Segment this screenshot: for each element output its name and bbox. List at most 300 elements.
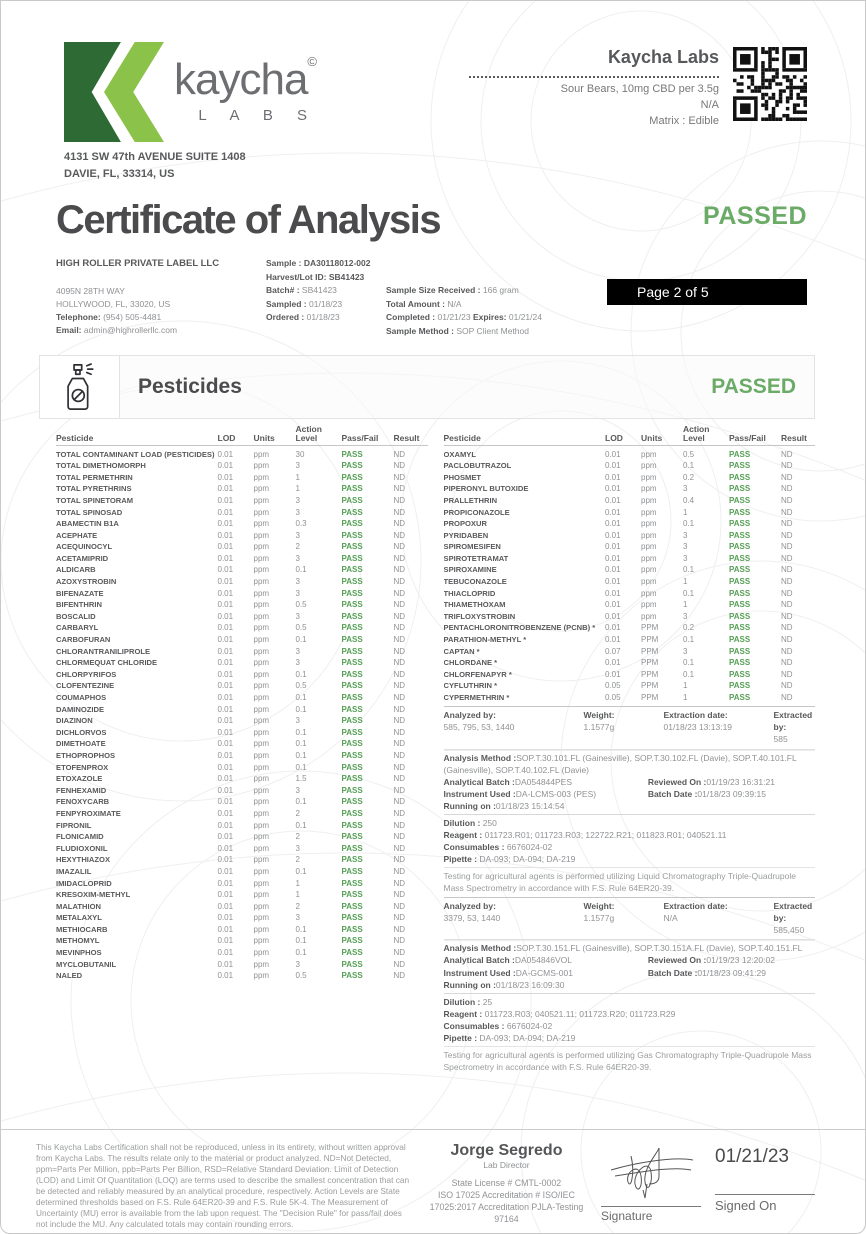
pesticide-name-cell: ALDICARB [56, 565, 96, 575]
table-row [444, 611, 816, 623]
lod-cell: 0.01 [217, 855, 234, 865]
units-cell: ppm [253, 936, 270, 946]
passfail-cell: PASS [341, 461, 363, 471]
result-cell: ND [393, 820, 406, 830]
units-cell: ppm [253, 774, 270, 784]
pesticide-icon-box [40, 356, 120, 418]
pesticide-name-cell: METHOMYL [56, 936, 100, 946]
units-cell: ppm [253, 890, 270, 900]
pesticide-name-cell: BIFENTHRIN [56, 600, 102, 610]
passfail-cell: PASS [341, 739, 363, 749]
action-level-cell: 1 [683, 600, 688, 610]
units-cell: ppm [641, 495, 657, 505]
pesticide-name-cell: PACLOBUTRAZOL [443, 461, 512, 471]
passfail-cell: PASS [341, 808, 363, 818]
lod-cell: 0.05 [605, 681, 621, 691]
pesticide-name-cell: FENPYROXIMATE [56, 808, 121, 818]
action-level-cell: 0.1 [295, 797, 307, 807]
expires-label: Expires: [472, 312, 507, 323]
logo-registered-mark: © [307, 54, 318, 69]
units-cell: PPM [641, 669, 659, 679]
result-cell: ND [393, 901, 406, 911]
passfail-cell: PASS [341, 553, 363, 563]
consumables-label: Consumables : [443, 841, 505, 852]
product-name: Sour Bears, 10mg CBD per 3.5g [560, 83, 719, 95]
result-cell: ND [393, 507, 406, 517]
action-level-cell: 1 [683, 577, 688, 587]
signed-date-block [715, 1142, 815, 1223]
result-cell: ND [393, 519, 406, 529]
pesticide-name-cell: HEXYTHIAZOX [56, 855, 111, 865]
divider [444, 814, 816, 815]
batch-date-label: Batch Date : [647, 967, 698, 978]
action-level-cell: 0.1 [295, 739, 307, 749]
result-cell: ND [781, 600, 793, 610]
reagent-label: Reagent : [443, 829, 483, 840]
lod-cell: 0.01 [217, 808, 234, 818]
analyzed-by-value: 3379, 53, 1440 [443, 913, 501, 924]
batch-date-value: 01/18/23 09:41:29 [697, 967, 766, 978]
result-cell: ND [393, 600, 406, 610]
lod-cell: 0.01 [217, 832, 234, 842]
passfail-cell: PASS [341, 577, 363, 587]
units-cell: ppm [253, 901, 270, 911]
pesticide-name-cell: CAPTAN * [443, 646, 480, 656]
action-level-cell: 0.1 [295, 820, 307, 830]
passfail-cell: PASS [341, 785, 363, 795]
result-cell: ND [393, 832, 406, 842]
result-cell: ND [393, 542, 406, 552]
state-license: State License # CMTL-0002 [451, 1178, 562, 1188]
units-cell: ppm [253, 484, 270, 494]
dotted-divider [469, 76, 719, 78]
analytical-batch-label: Analytical Batch : [443, 776, 515, 787]
passfail-cell: PASS [341, 635, 363, 645]
result-cell: ND [393, 495, 406, 505]
passfail-cell: PASS [341, 727, 363, 737]
lod-cell: 0.01 [217, 681, 234, 691]
table-row [444, 622, 816, 634]
lod-cell: 0.01 [217, 658, 234, 668]
units-cell: ppm [641, 519, 657, 529]
passfail-cell: PASS [341, 623, 363, 633]
lod-cell: 0.01 [605, 658, 621, 668]
instrument-used-value: DA-LCMS-003 (PES) [515, 788, 597, 799]
passfail-cell: PASS [341, 530, 363, 540]
lod-cell: 0.01 [217, 449, 234, 459]
units-cell: ppm [253, 542, 270, 552]
batch-label: Batch# : [266, 285, 300, 296]
action-level-cell: 1 [683, 693, 688, 703]
sampled-date: 01/18/23 [309, 298, 343, 309]
passfail-cell: PASS [729, 669, 751, 679]
table-row [444, 518, 816, 530]
lod-cell: 0.01 [605, 461, 621, 471]
lod-cell: 0.01 [217, 727, 234, 737]
action-level-cell: 0.1 [683, 588, 695, 598]
lod-cell: 0.01 [217, 913, 234, 923]
passfail-cell: PASS [341, 542, 363, 552]
lod-cell: 0.01 [217, 588, 234, 598]
units-cell: ppm [253, 785, 270, 795]
pesticide-name-cell: ACEQUINOCYL [56, 542, 113, 552]
table-row [444, 576, 816, 588]
lod-cell: 0.01 [217, 519, 234, 529]
result-cell: ND [393, 484, 406, 494]
lod-cell: 0.01 [605, 553, 621, 563]
table-row [444, 529, 816, 541]
result-cell: ND [393, 623, 406, 633]
lod-cell: 0.01 [217, 507, 234, 517]
passfail-cell: PASS [341, 495, 363, 505]
passfail-cell: PASS [341, 924, 363, 934]
result-cell: ND [781, 658, 793, 668]
units-cell: ppm [253, 658, 270, 668]
sample-id: DA30118012-002 [303, 258, 371, 268]
consumables-label: Consumables : [443, 1020, 505, 1031]
lod-cell: 0.01 [217, 646, 234, 656]
passfail-cell: PASS [729, 553, 751, 563]
extraction-date-value: N/A [663, 913, 678, 924]
pesticide-name-cell: FLUDIOXONIL [56, 843, 108, 853]
pesticide-name-cell: CYFLUTHRIN * [443, 681, 498, 691]
passfail-cell: PASS [341, 449, 363, 459]
table-row [56, 738, 428, 750]
reviewed-on-label: Reviewed On : [647, 776, 707, 787]
section-status-badge: PASSED [711, 374, 796, 398]
batch-date-value: 01/18/23 09:39:15 [697, 788, 766, 799]
table-row [444, 599, 816, 611]
passfail-cell: PASS [341, 507, 363, 517]
passfail-cell: PASS [729, 565, 751, 575]
passfail-cell: PASS [729, 658, 751, 668]
kaycha-logo-mark [64, 41, 164, 143]
table-body-left [56, 448, 428, 981]
result-cell: ND [781, 449, 793, 459]
pesticide-name-cell: AZOXYSTROBIN [56, 577, 117, 587]
table-row [444, 495, 816, 507]
result-cell: ND [781, 507, 793, 517]
table-row [56, 471, 428, 483]
table-row [56, 796, 428, 808]
action-level-cell: 0.5 [683, 449, 695, 459]
passfail-cell: PASS [341, 588, 363, 598]
action-level-cell: 0.1 [295, 924, 307, 934]
units-cell: ppm [253, 646, 270, 656]
result-cell: ND [393, 658, 406, 668]
table-row [444, 506, 816, 518]
action-level-cell: 0.1 [295, 936, 307, 946]
analytical-batch-value: DA054846VOL [514, 955, 573, 966]
units-cell: ppm [253, 843, 270, 853]
lod-cell: 0.01 [605, 611, 621, 621]
result-cell: ND [781, 542, 793, 552]
passfail-cell: PASS [729, 449, 751, 459]
overall-status-badge: PASSED [703, 202, 807, 230]
passfail-cell: PASS [341, 797, 363, 807]
pesticide-name-cell: FENOXYCARB [56, 797, 110, 807]
action-level-cell: 0.1 [295, 704, 307, 714]
col-lod: LOD [217, 432, 236, 443]
units-cell: ppm [253, 948, 270, 958]
col-passfail: Pass/Fail [729, 432, 766, 443]
result-cell: ND [393, 785, 406, 795]
result-cell: ND [393, 472, 406, 482]
col-action-level: Action Level [295, 423, 322, 443]
passfail-cell: PASS [729, 530, 751, 540]
lod-cell: 0.01 [217, 553, 234, 563]
units-cell: ppm [253, 797, 270, 807]
action-level-cell: 0.1 [295, 948, 307, 958]
passfail-cell: PASS [341, 948, 363, 958]
units-cell: ppm [253, 507, 270, 517]
units-cell: ppm [253, 461, 270, 471]
action-level-cell: 0.1 [295, 750, 307, 760]
consumables-value: 6676024-02 [506, 841, 553, 852]
pesticide-name-cell: CARBARYL [56, 623, 99, 633]
pesticide-name-cell: PIPERONYL BUTOXIDE [443, 484, 529, 494]
result-cell: ND [393, 588, 406, 598]
lab-director-name: Jorge Segredo [450, 1142, 563, 1159]
table-row [56, 866, 428, 878]
lod-cell: 0.05 [605, 693, 621, 703]
reagent-value: 011723.R01; 011723.R03; 122722.R21; 011823.R01; 040521.11 [484, 829, 727, 840]
ordered-date: 01/18/23 [306, 312, 340, 323]
table-row [56, 622, 428, 634]
passfail-cell: PASS [341, 704, 363, 714]
table-row [444, 645, 816, 657]
batch-number: SB41423 [301, 285, 337, 296]
pesticide-name-cell: SPIROXAMINE [443, 565, 497, 575]
lod-cell: 0.01 [217, 878, 234, 888]
passfail-cell: PASS [341, 693, 363, 703]
pesticide-name-cell: CYPERMETHRIN * [443, 693, 510, 703]
lod-cell: 0.01 [217, 716, 234, 726]
units-cell: ppm [253, 704, 270, 714]
units-cell: ppm [641, 484, 657, 494]
table-row [56, 564, 428, 576]
extracted-by-value: 585,450 [773, 925, 805, 936]
lod-cell: 0.01 [605, 669, 621, 679]
col-units: Units [253, 432, 275, 443]
units-cell: PPM [641, 635, 659, 645]
pesticide-name-cell: IMAZALIL [56, 866, 92, 876]
result-cell: ND [393, 913, 406, 923]
units-cell: ppm [253, 750, 270, 760]
units-cell: ppm [253, 681, 270, 691]
pesticide-name-cell: CLOFENTEZINE [56, 681, 115, 691]
lod-cell: 0.01 [217, 704, 234, 714]
table-row [56, 889, 428, 901]
units-cell: ppm [253, 971, 270, 981]
passfail-cell: PASS [341, 716, 363, 726]
col-lod: LOD [605, 432, 623, 443]
col-result: Result [781, 432, 807, 443]
result-cell: ND [393, 530, 406, 540]
extracted-by-value: 585 [773, 734, 788, 745]
passfail-cell: PASS [341, 646, 363, 656]
client-email-label: Email: [56, 324, 82, 335]
result-cell: ND [781, 461, 793, 471]
passfail-cell: PASS [341, 936, 363, 946]
result-cell: ND [393, 646, 406, 656]
table-row [56, 947, 428, 959]
footer [1, 1129, 865, 1233]
passfail-cell: PASS [729, 519, 751, 529]
sample-size: 166 gram [482, 285, 519, 296]
units-cell: ppm [253, 495, 270, 505]
result-cell: ND [781, 519, 793, 529]
action-level-cell: 0.1 [683, 519, 695, 529]
action-level-cell: 0.4 [683, 495, 695, 505]
section-title: Pesticides [138, 374, 242, 398]
result-cell: ND [393, 774, 406, 784]
action-level-cell: 3 [683, 611, 688, 621]
pesticide-name-cell: PENTACHLORONITROBENZENE (PCNB) * [443, 623, 596, 633]
table-row [444, 669, 816, 681]
result-cell: ND [781, 588, 793, 598]
pesticide-name-cell: DIMETHOATE [56, 739, 106, 749]
units-cell: ppm [253, 808, 270, 818]
action-level-cell: 3 [683, 646, 688, 656]
lod-cell: 0.01 [217, 530, 234, 540]
units-cell: ppm [641, 600, 657, 610]
expires-date: 01/21/24 [508, 312, 542, 323]
table-row [56, 518, 428, 530]
units-cell: ppm [253, 669, 270, 679]
units-cell: ppm [253, 959, 270, 969]
table-row [56, 634, 428, 646]
action-level-cell: 3 [295, 495, 300, 505]
passfail-cell: PASS [341, 878, 363, 888]
action-level-cell: 3 [683, 542, 688, 552]
page-number-badge: Page 2 of 5 [607, 279, 807, 305]
pesticide-name-cell: ABAMECTIN B1A [56, 519, 119, 529]
passfail-cell: PASS [341, 843, 363, 853]
action-level-cell: 0.1 [295, 866, 307, 876]
pesticide-name-cell: CHLORMEQUAT CHLORIDE [56, 658, 158, 668]
lod-cell: 0.01 [217, 843, 234, 853]
table-row [56, 645, 428, 657]
passfail-cell: PASS [341, 959, 363, 969]
result-cell: ND [393, 762, 406, 772]
units-cell: ppm [641, 577, 657, 587]
col-pesticide: Pesticide [443, 432, 481, 443]
table-row [444, 587, 816, 599]
pesticide-name-cell: CHLORFENAPYR * [443, 669, 512, 679]
result-cell: ND [393, 959, 406, 969]
table-row [56, 657, 428, 669]
action-level-cell: 3 [295, 646, 300, 656]
result-cell: ND [393, 461, 406, 471]
action-level-cell: 3 [683, 530, 688, 540]
units-cell: ppm [253, 727, 270, 737]
total-amount-label: Total Amount : [386, 298, 446, 309]
analysis-block [444, 706, 816, 894]
lod-cell: 0.01 [217, 600, 234, 610]
units-cell: ppm [641, 507, 657, 517]
units-cell: ppm [253, 913, 270, 923]
analysis-block [444, 897, 816, 1073]
pesticide-name-cell: TOTAL PYRETHRINS [56, 484, 132, 494]
lod-cell: 0.01 [217, 820, 234, 830]
extraction-date-label: Extraction date: [663, 710, 728, 721]
passfail-cell: PASS [341, 762, 363, 772]
units-cell: ppm [253, 577, 270, 587]
passfail-cell: PASS [729, 461, 751, 471]
action-level-cell: 3 [295, 507, 300, 517]
units-cell: ppm [253, 762, 270, 772]
lod-cell: 0.01 [217, 669, 234, 679]
analytical-batch-label: Analytical Batch : [443, 955, 515, 966]
result-cell: ND [393, 681, 406, 691]
result-cell: ND [781, 495, 793, 505]
page-title: Certificate of Analysis [56, 198, 441, 242]
table-row [444, 657, 816, 669]
lab-address-line1: 4131 SW 47th AVENUE SUITE 1408 [64, 151, 246, 163]
table-row [56, 842, 428, 854]
passfail-cell: PASS [729, 484, 751, 494]
signed-on-line [715, 1194, 815, 1195]
action-level-cell: 1 [295, 878, 300, 888]
result-cell: ND [393, 866, 406, 876]
units-cell: PPM [641, 646, 659, 656]
header [1, 1, 865, 143]
lod-cell: 0.01 [605, 472, 621, 482]
pesticide-name-cell: COUMAPHOS [56, 693, 107, 703]
accreditation: ISO 17025 Accreditation # ISO/IEC 17025:2017 Accreditation PJLA-Testing 97164 [429, 1189, 584, 1224]
weight-label: Weight: [583, 901, 615, 912]
reviewed-on-label: Reviewed On : [647, 955, 707, 966]
action-level-cell: 3 [295, 588, 300, 598]
lod-cell: 0.01 [217, 565, 234, 575]
passfail-cell: PASS [729, 623, 751, 633]
table-row [56, 924, 428, 936]
sampled-label: Sampled : [266, 298, 307, 309]
table-row [444, 692, 816, 704]
units-cell: PPM [641, 623, 659, 633]
action-level-cell: 1 [683, 507, 688, 517]
kaycha-logo-text [174, 55, 317, 123]
logo-word: kaycha [174, 55, 308, 104]
units-cell: ppm [253, 716, 270, 726]
signature-label: Signature [601, 1209, 653, 1223]
signer-info [426, 1142, 587, 1223]
table-row [56, 576, 428, 588]
lod-cell: 0.01 [605, 635, 621, 645]
consumables-value: 6676024-02 [506, 1020, 553, 1031]
analysis-method-label: Analysis Method : [443, 943, 517, 954]
lod-cell: 0.01 [217, 774, 234, 784]
units-cell: ppm [253, 924, 270, 934]
signature-block [601, 1142, 701, 1223]
qr-code [733, 47, 807, 126]
passfail-cell: PASS [729, 600, 751, 610]
table-row [444, 634, 816, 646]
pesticide-name-cell: PROPOXUR [443, 519, 487, 529]
signature-image [601, 1142, 701, 1204]
table-row [56, 854, 428, 866]
instrument-used-label: Instrument Used : [443, 788, 516, 799]
passfail-cell: PASS [341, 890, 363, 900]
client-phone-label: Telephone: [56, 311, 101, 322]
sample-size-label: Sample Size Received : [386, 285, 481, 296]
result-cell: ND [781, 646, 793, 656]
passfail-cell: PASS [729, 577, 751, 587]
passfail-cell: PASS [341, 855, 363, 865]
table-row [56, 587, 428, 599]
lab-director-title: Lab Director [483, 1160, 530, 1170]
